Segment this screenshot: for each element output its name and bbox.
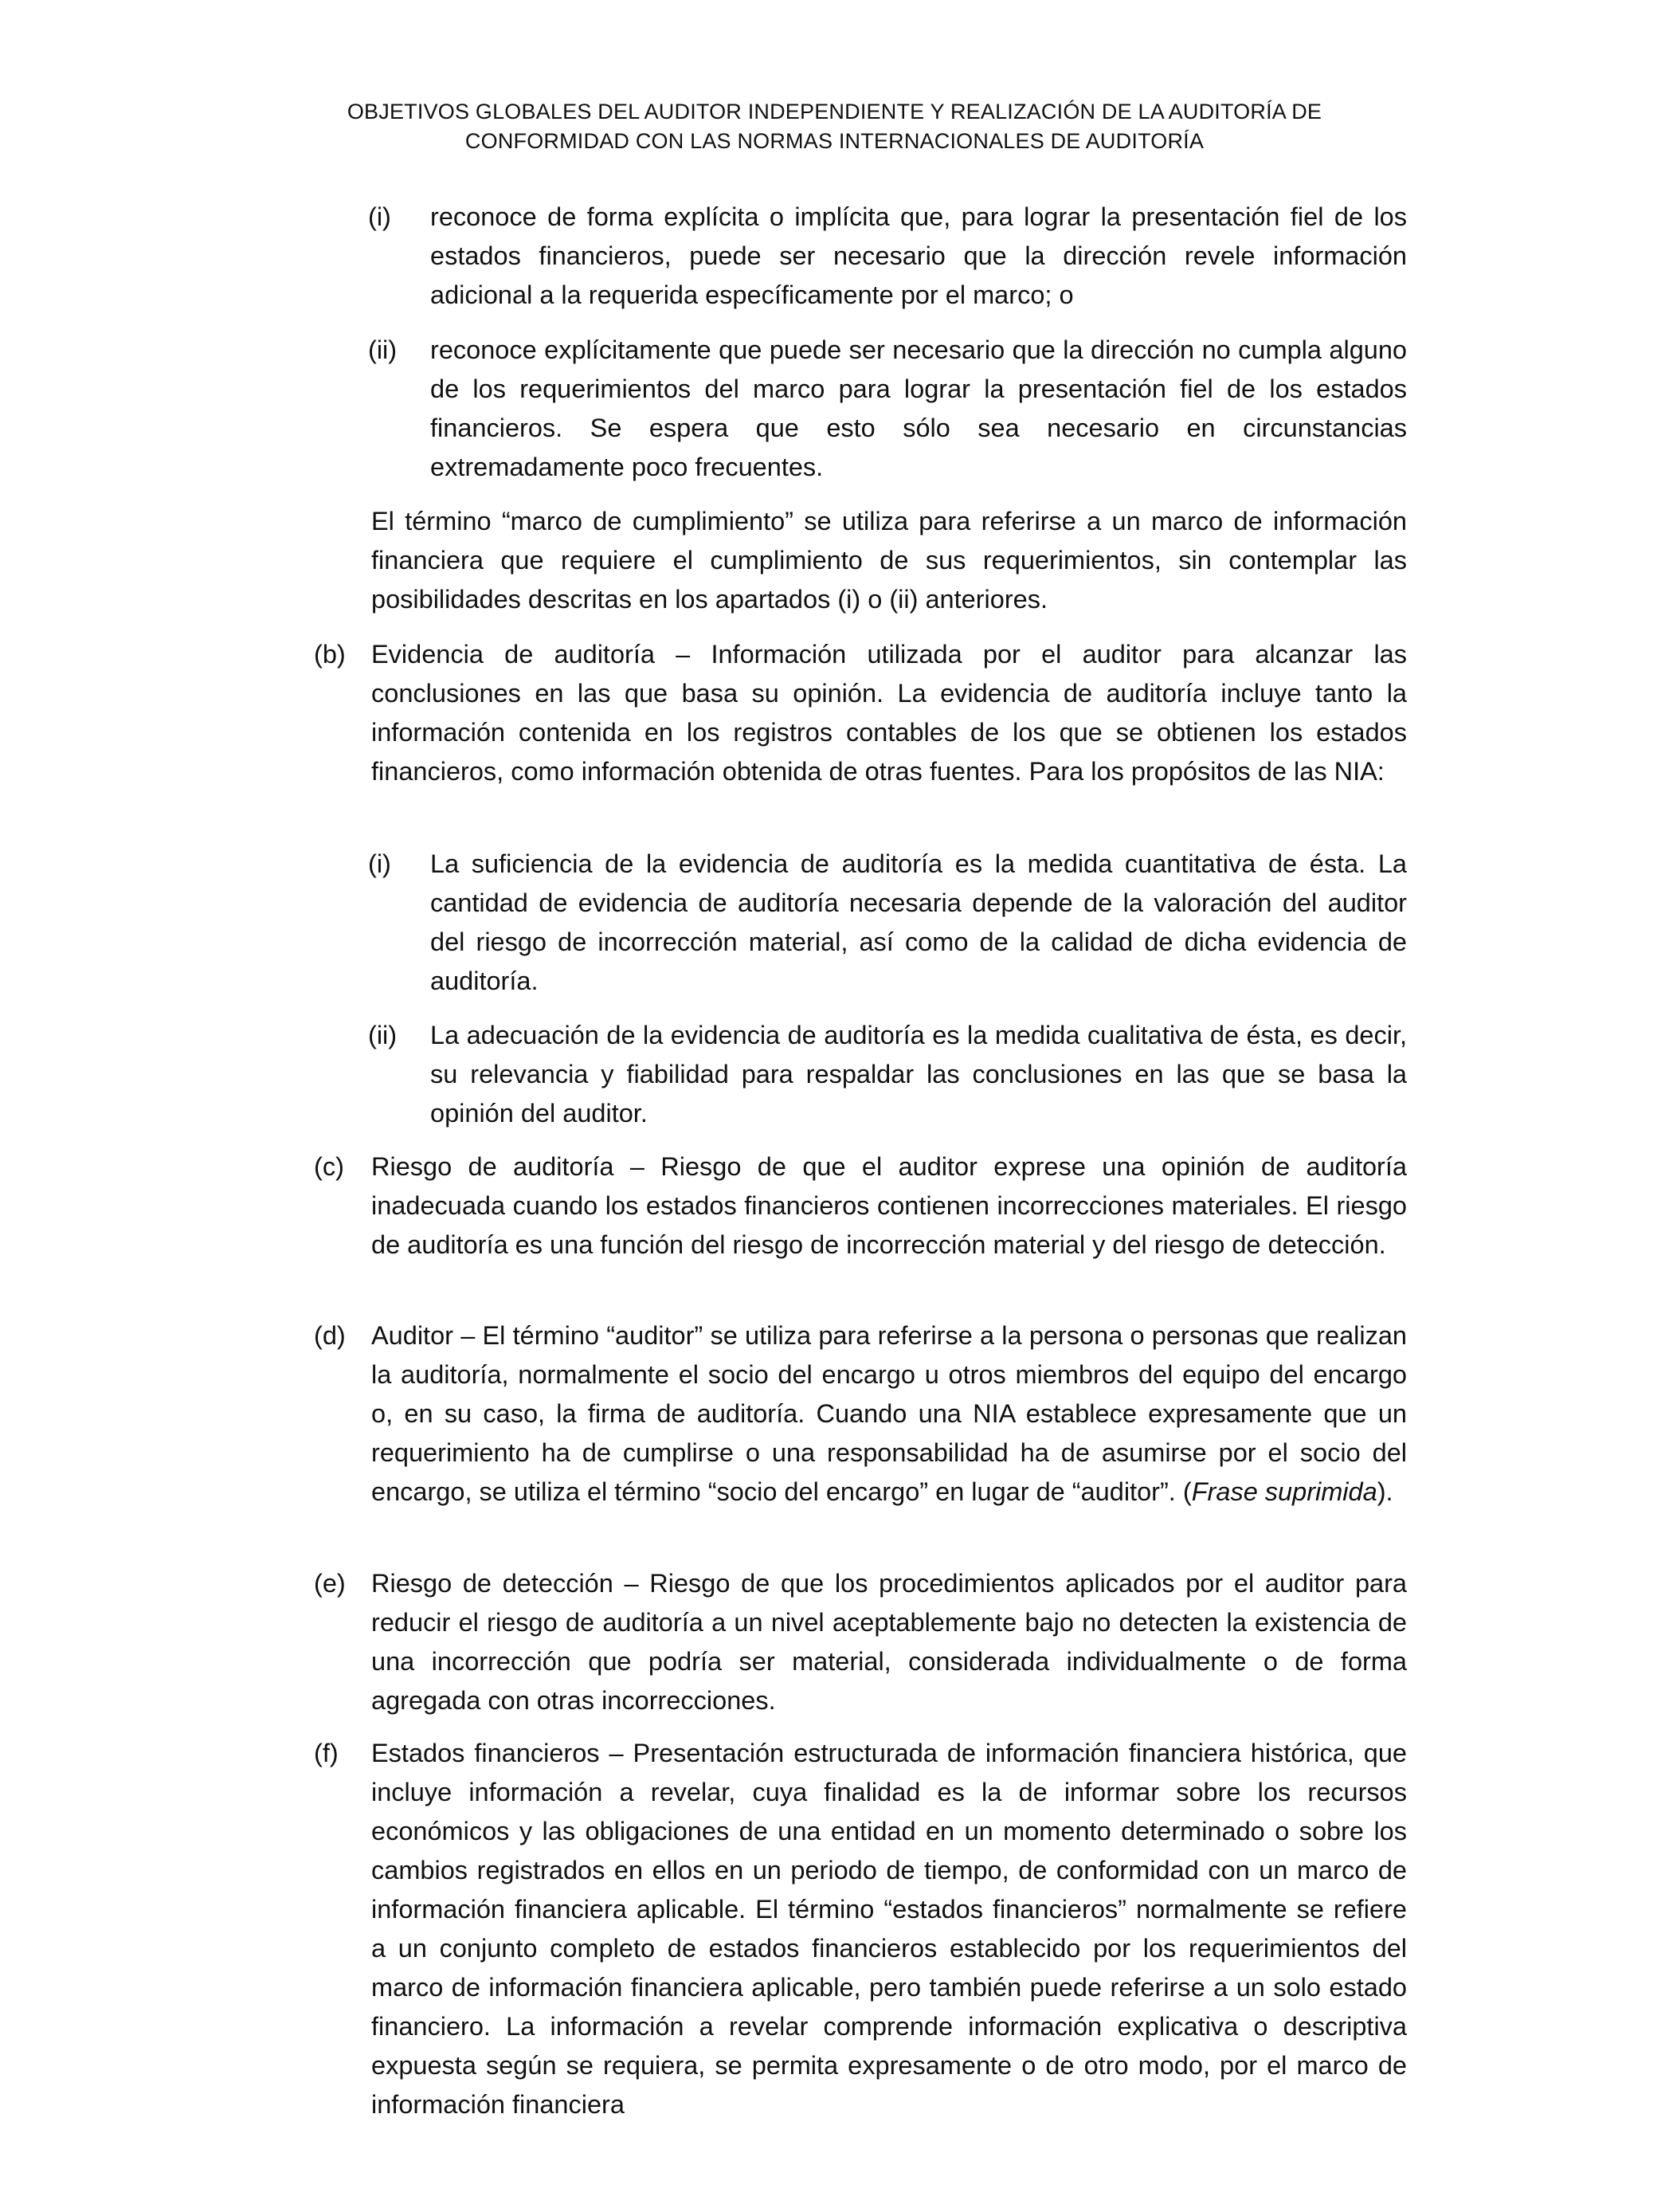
definition-b-label: (b) xyxy=(314,640,346,669)
intro-item-ii-text: reconoce explícitamente que puede ser necesario que la dirección no cumpla alguno de los requerimientos del marco para lograr la presentación fiel de los estados financieros. Se espera que esto sólo sea necesario en circunstancias extremadamente poco frecuentes. xyxy=(430,335,1407,481)
definition-b-sub-i-label: (i) xyxy=(368,849,391,878)
definition-b-sub-ii-label: (ii) xyxy=(368,1021,398,1049)
definition-f-text: Estados financieros – Presentación estructurada de información financiera histórica, que incluye información a revelar, cuya finalidad es la de informar sobre los recursos económicos y las obligaciones de una entidad en un momento determinado o sobre los cambios registrados en ellos en un periodo de tiempo, de conformidad con un marco de información financiera aplicable. El término “estados financieros” normalmente se refiere a un conjunto completo de estados financieros establecido por los requerimientos del marco de información financiera aplicable, pero también puede referirse a un solo estado financiero. La información a revelar comprende información explicativa o descriptiva expuesta según se requiera, se permita expresamente o de otro modo, por el marco de información financiera xyxy=(371,1739,1407,2119)
definition-d-italic: Frase suprimida xyxy=(1191,1477,1377,1506)
definition-d-text xyxy=(371,1316,1407,1512)
definition-b-sub-ii-text: La adecuación de la evidencia de auditoría es la medida cualitativa de ésta, es decir, su relevancia y fiabilidad para respaldar las conclusiones en las que se basa la opinión del auditor. xyxy=(430,1021,1407,1128)
definition-f-label: (f) xyxy=(314,1739,339,1767)
intro-item-i-label: (i) xyxy=(368,202,391,231)
page-header xyxy=(239,97,1430,156)
definition-e-text: Riesgo de detección – Riesgo de que los procedimientos aplicados por el auditor para reducir el riesgo de auditoría a un nivel aceptablemente bajo no detecten la existencia de una incorrección que podría ser material, considerada individualmente o de forma agregada con otras incorrecciones. xyxy=(371,1569,1407,1715)
compliance-framework-paragraph: El término “marco de cumplimiento” se utiliza para referirse a un marco de información financiera que requiere el cumplimiento de sus requerimientos, sin contemplar las posibilidades descritas en los apartados (i) o (ii) anteriores. xyxy=(371,507,1407,614)
definition-e-label: (e) xyxy=(314,1569,346,1598)
intro-item-ii-label: (ii) xyxy=(368,335,398,364)
header-line-2: CONFORMIDAD CON LAS NORMAS INTERNACIONALES DE AUDITORÍA xyxy=(464,129,1205,153)
definition-c-label: (c) xyxy=(314,1152,344,1181)
header-line-1: OBJETIVOS GLOBALES DEL AUDITOR INDEPENDIENTE Y REALIZACIÓN DE LA AUDITORÍA DE xyxy=(347,100,1322,124)
definition-b-text: Evidencia de auditoría – Información utilizada por el auditor para alcanzar las conclusiones en las que basa su opinión. La evidencia de auditoría incluye tanto la información contenida en los registros contables de los que se obtienen los estados financieros, como información obtenida de otras fuentes. Para los propósitos de las NIA: xyxy=(371,640,1407,786)
definition-c-text: Riesgo de auditoría – Riesgo de que el auditor exprese una opinión de auditoría inadecuada cuando los estados financieros contienen incorrecciones materiales. El riesgo de auditoría es una función del riesgo de incorrección material y del riesgo de detección. xyxy=(371,1152,1407,1259)
definition-d-text-before: Auditor – El término “auditor” se utiliza para referirse a la persona o personas que realizan la auditoría, normalmente el socio del encargo u otros miembros del equipo del encargo o, en su caso, la firma de auditoría. Cuando una NIA establece expresamente que un requerimiento ha de cumplirse o una responsabilidad ha de asumirse por el socio del encargo, se utiliza el término “socio del encargo” en lugar de “auditor”. ( xyxy=(371,1321,1407,1506)
intro-item-i-text: reconoce de forma explícita o implícita que, para lograr la presentación fiel de los estados financieros, puede ser necesario que la dirección revele información adicional a la requerida específicamente por el marco; o xyxy=(430,202,1407,309)
definition-d-text-after: ). xyxy=(1377,1477,1393,1506)
definition-b-sub-i-text: La suficiencia de la evidencia de auditoría es la medida cuantitativa de ésta. La cantidad de evidencia de auditoría necesaria depende de la valoración del auditor del riesgo de incorrección material, así como de la calidad de dicha evidencia de auditoría. xyxy=(430,849,1407,995)
definition-d-label: (d) xyxy=(314,1321,346,1350)
